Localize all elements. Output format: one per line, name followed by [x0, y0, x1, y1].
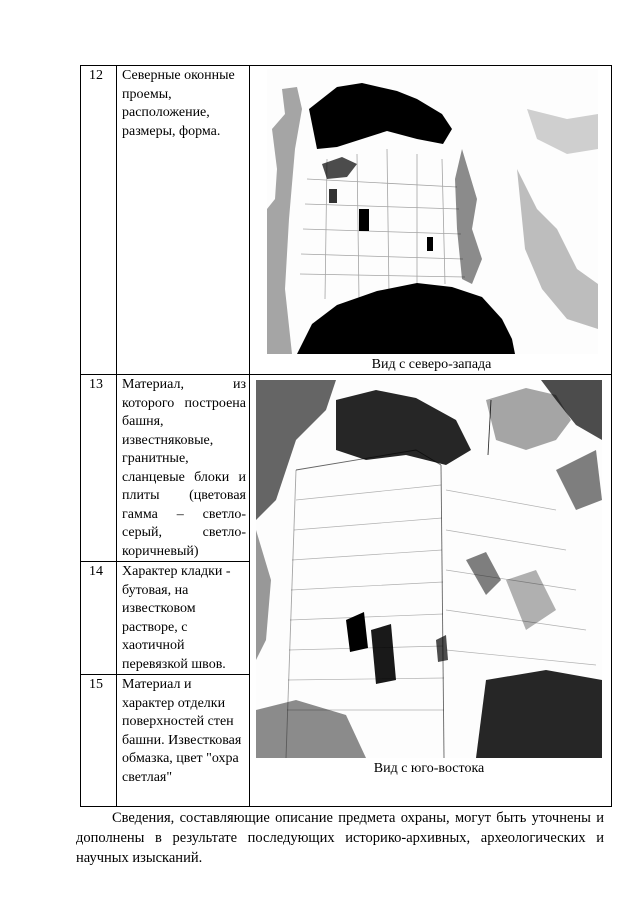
row-description: Характер кладки - бутовая, на известковом растворе, с хаотичной перевязкой швов.: [117, 562, 250, 675]
photo-caption-northwest: Вид с северо-запада: [371, 357, 492, 372]
row-description: Северные оконные проемы, расположение, размеры, форма.: [117, 66, 250, 375]
row-number: 14: [81, 562, 117, 675]
tower-photo-northwest: [267, 69, 598, 354]
photo-cell-northwest: [250, 66, 612, 375]
row-description: Материал и характер отделки поверхностей стен башни. Известковая обмазка, цвет "охра светлая": [117, 675, 250, 807]
photo-cell-southeast: [250, 375, 612, 807]
footer-paragraph: Сведения, составляющие описание предмета охраны, могут быть уточнены и дополнены в результате последующих историко-архивных, археологических и научных изысканий.: [76, 810, 604, 866]
row-number: 15: [81, 675, 117, 807]
table-row: [81, 375, 612, 562]
row-description: Материал, из которого построена башня, известняковые, гранитные, сланцевые блоки и плиты (цветовая гамма – светло-серый, светло-коричневый): [117, 375, 250, 562]
tower-photo-southeast: [256, 380, 602, 758]
row-number: 13: [81, 375, 117, 562]
photo-caption-southeast: Вид с юго-востока: [373, 761, 485, 776]
monument-description-table: [80, 65, 612, 807]
table-row: [81, 66, 612, 375]
row-number: 12: [81, 66, 117, 375]
